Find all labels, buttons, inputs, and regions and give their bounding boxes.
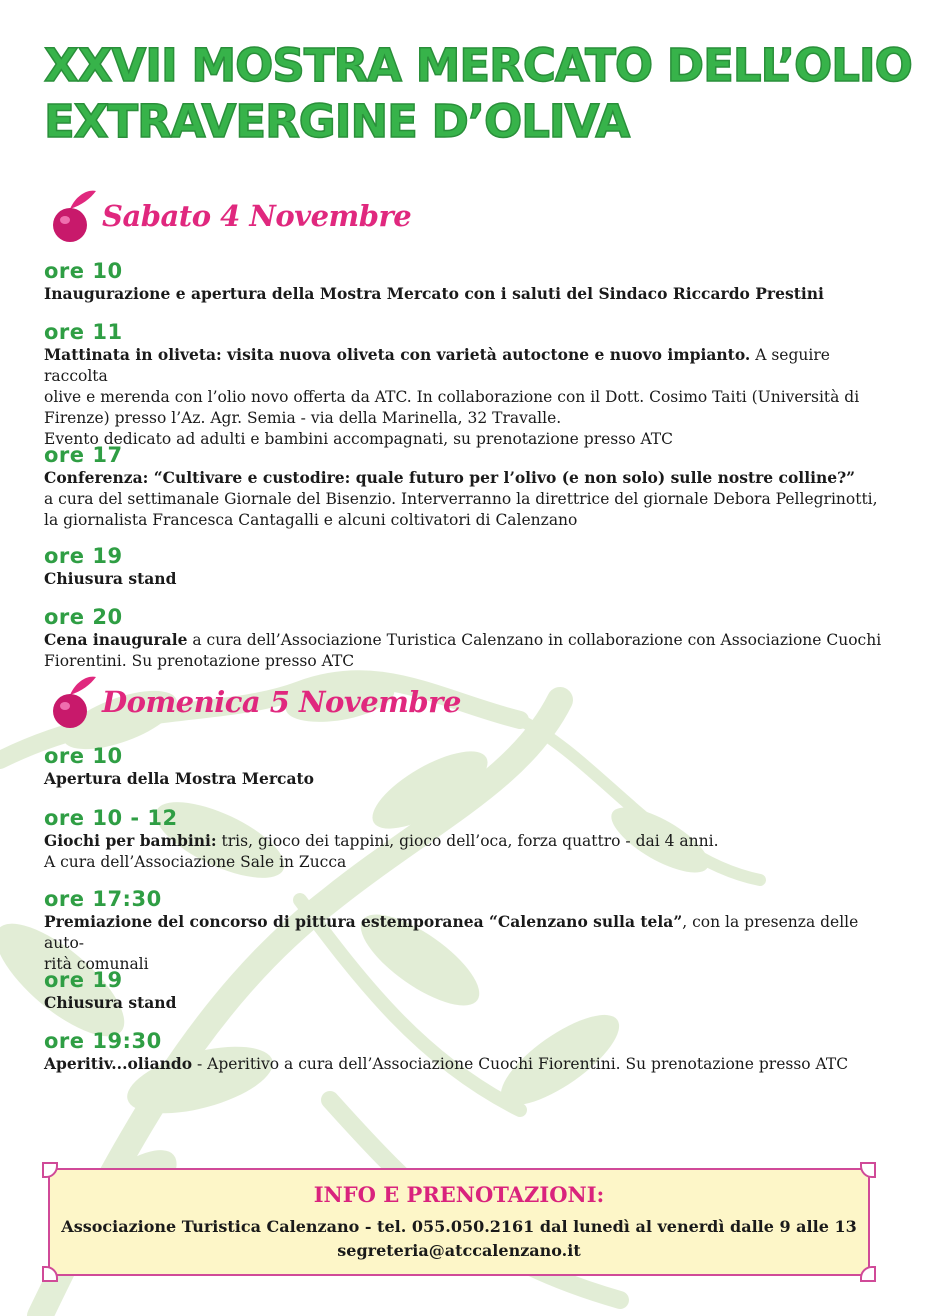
day-header-sunday xyxy=(48,672,461,732)
event-title: Inaugurazione e apertura della Mostra Mercato con i saluti del Sindaco Riccardo Prestini xyxy=(44,284,824,303)
event-text: , con la presenza delle auto- xyxy=(44,913,859,952)
event-text: a cura dell’Associazione Turistica Calenzano in collaborazione con Associazione Cuochi xyxy=(187,631,882,649)
event-title: Apertura della Mostra Mercato xyxy=(44,769,314,788)
event-line: A cura dell’Associazione Sale in Zucca xyxy=(44,853,347,871)
event-text: A seguire raccolta xyxy=(44,346,830,385)
event-title: Chiusura stand xyxy=(44,569,177,588)
page-title xyxy=(44,38,912,150)
event-title: Conferenza: “Cultivare e custodire: quale futuro per l’olivo (e non solo) sulle nostre colline?” xyxy=(44,468,856,487)
title-line-1: XXVII MOSTRA MERCATO DELL’OLIO xyxy=(44,39,912,92)
info-box-corner xyxy=(860,1162,876,1178)
event-line: olive e merenda con l’olio novo offerta da ATC. In collaborazione con il Dott. Cosimo Taiti (Università di xyxy=(44,388,860,406)
event-sat-17 xyxy=(44,443,889,531)
day-title-saturday: Sabato 4 Novembre xyxy=(102,199,412,233)
event-title: Chiusura stand xyxy=(44,993,177,1012)
event-time: ore 10 - 12 xyxy=(44,806,178,830)
event-time: ore 17:30 xyxy=(44,887,162,911)
event-time: ore 10 xyxy=(44,259,123,283)
event-sun-1730 xyxy=(44,887,889,975)
event-text: tris, gioco dei tappini, gioco dell’oca, forza quattro - dai 4 anni. xyxy=(216,832,719,850)
event-time: ore 11 xyxy=(44,320,123,344)
event-line: la giornalista Francesca Cantagalli e alcuni coltivatori di Calenzano xyxy=(44,511,578,529)
event-title: Giochi per bambini: xyxy=(44,831,217,850)
day-title-sunday: Domenica 5 Novembre xyxy=(102,685,461,719)
event-time: ore 19 xyxy=(44,968,123,992)
event-title: Premiazione del concorso di pittura estemporanea “Calenzano sulla tela” xyxy=(44,912,683,931)
info-title: INFO E PRENOTAZIONI: xyxy=(313,1182,605,1207)
info-box xyxy=(48,1168,870,1276)
event-line: Evento dedicato ad adulti e bambini accompagnati, su prenotazione presso ATC xyxy=(44,430,673,448)
title-line-2: EXTRAVERGINE D’OLIVA xyxy=(44,95,630,148)
event-line: Fiorentini. Su prenotazione presso ATC xyxy=(44,652,355,670)
event-time: ore 10 xyxy=(44,744,123,768)
event-text: - Aperitivo a cura dell’Associazione Cuochi Fiorentini. Su prenotazione presso ATC xyxy=(192,1055,849,1073)
info-box-corner xyxy=(42,1162,58,1178)
event-line: Firenze) presso l’Az. Agr. Semia - via della Marinella, 32 Travalle. xyxy=(44,409,562,427)
event-title: Mattinata in oliveta: visita nuova oliveta con varietà autoctone e nuovo impianto. xyxy=(44,345,751,364)
event-sun-1930 xyxy=(44,1029,889,1075)
info-box-corner xyxy=(42,1266,58,1282)
event-title: Aperitiv...oliando xyxy=(44,1054,193,1073)
olive-icon xyxy=(48,673,98,731)
event-line: rità comunali xyxy=(44,955,149,973)
event-time: ore 19 xyxy=(44,544,123,568)
day-header-saturday xyxy=(48,186,411,246)
event-time: ore 19:30 xyxy=(44,1029,162,1053)
event-time: ore 20 xyxy=(44,605,123,629)
info-contact-line: Associazione Turistica Calenzano - tel. 055.050.2161 dal lunedì al venerdì dalle 9 alle 13 xyxy=(61,1217,857,1236)
event-sat-10 xyxy=(44,259,889,305)
event-title: Cena inaugurale xyxy=(44,630,188,649)
event-sun-10-12 xyxy=(44,806,889,873)
event-sat-11 xyxy=(44,320,889,450)
info-box-corner xyxy=(860,1266,876,1282)
event-sun-19 xyxy=(44,968,889,1014)
olive-icon xyxy=(48,187,98,245)
event-time: ore 17 xyxy=(44,443,123,467)
event-sun-10 xyxy=(44,744,889,790)
event-sat-20 xyxy=(44,605,889,672)
event-line: a cura del settimanale Giornale del Bisenzio. Interverranno la direttrice del giornale Debora Pellegrinotti, xyxy=(44,490,878,508)
info-email[interactable]: segreteria@atccalenzano.it xyxy=(337,1241,581,1260)
event-sat-19 xyxy=(44,544,889,590)
